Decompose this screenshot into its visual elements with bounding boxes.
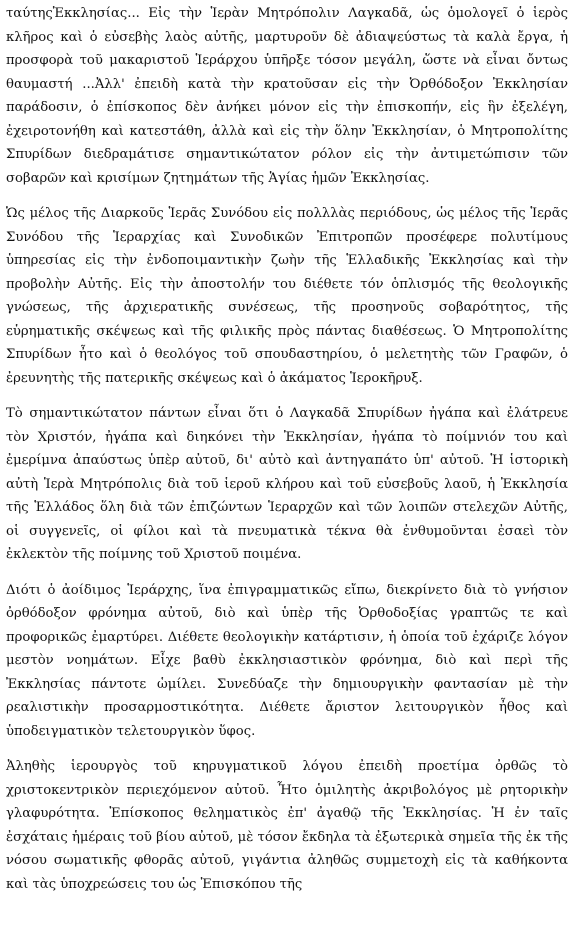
paragraph-1: ταύτηςἘκκλησίας... Εἰς τὴν Ἱερὰν Μητρόπολιν Λαγκαδᾶ, ὡς ὁμολογεῖ ὁ ἱερὸς κλῆρος καὶ ὁ εὐσεβὴς λαὸς αὐτῆς, μαρτυροῦν δὲ ἀδιαψεύστως τὰ καλὰ ἔργα, ἡ προσφορὰ τοῦ μακαριστοῦ Ἱεράρχου ὑπῆρξε τόσον μεγάλη, ὥστε νὰ εἶναι ὄντως θαυμαστή ...Ἀλλ' ἐπειδὴ κατὰ τὴν κρατοῦσαν εἰς τὴν Ὀρθόδοξον Ἐκκλησίαν παράδοσιν, ὁ ἐπίσκοπος δὲν ἀνήκει μόνον εἰς τὴν ἐπισκοπήν, εἰς ἣν ἐξελέγη, ἐχειροτονήθη καὶ κατεστάθη, ἀλλὰ καὶ εἰς τὴν ὅλην Ἐκκλησίαν, ὁ Μητροπολίτης Σπυρίδων διεδραμάτισε σημαντικώτατον ρόλον εἰς τὴν ἀντιμετώπισιν τῶν σοβαρῶν καὶ κρισίμων ζητημάτων τῆς Ἁγίας ἡμῶν Ἐκκλησίας. xyxy=(6,6,568,186)
paragraph-3: Τὸ σημαντικώτατον πάντων εἶναι ὅτι ὁ Λαγκαδᾶ Σπυρίδων ἠγάπα καὶ ἐλάτρευε τὸν Χριστόν, ἠγάπα καὶ διηκόνει τὴν Ἐκκλησίαν, ἠγάπα τὸ ποίμνιόν του καὶ ἐμερίμνα ἀπαύστως ὑπὲρ αὐτοῦ, δι' αὐτὸ καὶ ἀντηγαπάτο ὑπ' αὐτοῦ. Ἡ ἱστορικὴ αὐτὴ Ἱερὰ Μητρόπολις διὰ τοῦ ἱεροῦ κλήρου καὶ τοῦ εὐσεβοῦς λαοῦ, ἡ Ἐκκλησία τῆς Ἑλλάδος ὅλη διὰ τῶν ἐπιζώντων Ἱεραρχῶν καὶ τῶν λοιπῶν στελεχῶν Αὐτῆς, οἱ συγγενεῖς, οἱ φίλοι καὶ τὰ πνευματικὰ τέκνα θὰ ἐνθυμοῦνται ἐσαεὶ τὸν ἐκλεκτὸν τῆς ποίμνης τοῦ Χριστοῦ ποιμένα. xyxy=(6,406,568,562)
paragraph-2: Ὡς μέλος τῆς Διαρκοῦς Ἱερᾶς Συνόδου εἰς πολλλὰς περιόδους, ὡς μέλος τῆς Ἱερᾶς Συνόδου τῆς Ἱεραρχίας καὶ Συνοδικῶν Ἐπιτροπῶν προσέφερε πολυτίμους ὑπηρεσίας εἰς τὴν ἐνδοποιμαντικὴν ζωὴν τῆς Ἑλλαδικῆς Ἐκκλησίας καὶ τὴν προβολὴν Αὐτῆς. Εἰς τὴν ἀποστολήν του διέθετε τόν ὁπλισμός τῆς θεολογικῆς γνώσεως, τῆς ἀρχιερατικῆς συνέσεως, τῆς προσηνοῦς σοβαρότητος, τῆς εὑρηματικῆς σκέψεως καὶ τῆς φιλικῆς πρὸς πάντας διαθέσεως. Ὁ Μητροπολίτης Σπυρίδων ἦτο καὶ ὁ θεολόγος τοῦ σπουδαστηρίου, ὁ μελετητὴς τῶν Γραφῶν, ὁ ἐρευνητὴς τῆς πατερικῆς σκέψεως καὶ ὁ ἀκάματος Ἱεροκῆρυξ. xyxy=(6,206,568,386)
paragraph-4: Διότι ὁ ἀοίδιμος Ἱεράρχης, ἵνα ἐπιγραμματικῶς εἴπω, διεκρίνετο διὰ τὸ γνήσιον ὀρθόδοξον φρόνημα αὐτοῦ, διὸ καὶ ὑπὲρ τῆς Ὀρθοδοξίας γραπτῶς τε καὶ προφορικῶς ἐμαρτύρει. Διέθετε θεολογικὴν κατάρτισιν, ἡ ὁποία τοῦ ἐχάριζε λόγον μεστὸν νοημάτων. Εἶχε βαθὺ ἐκκλησιαστικὸν φρόνημα, διὸ καὶ περὶ τῆς Ἐκκλησίας πάντοτε ὡμίλει. Συνεδύαζε τὴν δημιουργικὴν φαντασίαν μὲ τὴν ρεαλιστικὴν προσαρμοστικότητα. Διέθετε ἄριστον λειτουργικὸν ἦθος καὶ ὑποδειγματικὸν τελετουργικὸν ὕφος. xyxy=(6,582,568,739)
paragraph-5: Ἀληθὴς ἱερουργὸς τοῦ κηρυγματικοῦ λόγου ἐπειδὴ προετίμα ὀρθῶς τὸ χριστοκεντρικὸν περιεχόμενον αὐτοῦ. Ἦτο ὁμιλητὴς ἀκριβολόγος μὲ ρητορικὴν γλαφυρότητα. Ἐπίσκοπος θεληματικὸς ἐπ' ἀγαθῷ τῆς Ἐκκλησίας. Ἡ ἐν ταῖς ἐσχάταις ἡμέραις τοῦ βίου αὐτοῦ, μὲ τόσον ἔκδηλα τὰ ἐξωτερικὰ σημεῖα τῆς ἐκ τῆς νόσου σωματικῆς φθορᾶς αὐτοῦ, γιγάντια ἀληθῶς συμμετοχὴ εἰς τὰ καθήκοντα καὶ τὰς ὑποχρεώσεις του ὡς Ἐπισκόπου τῆς xyxy=(6,759,568,892)
